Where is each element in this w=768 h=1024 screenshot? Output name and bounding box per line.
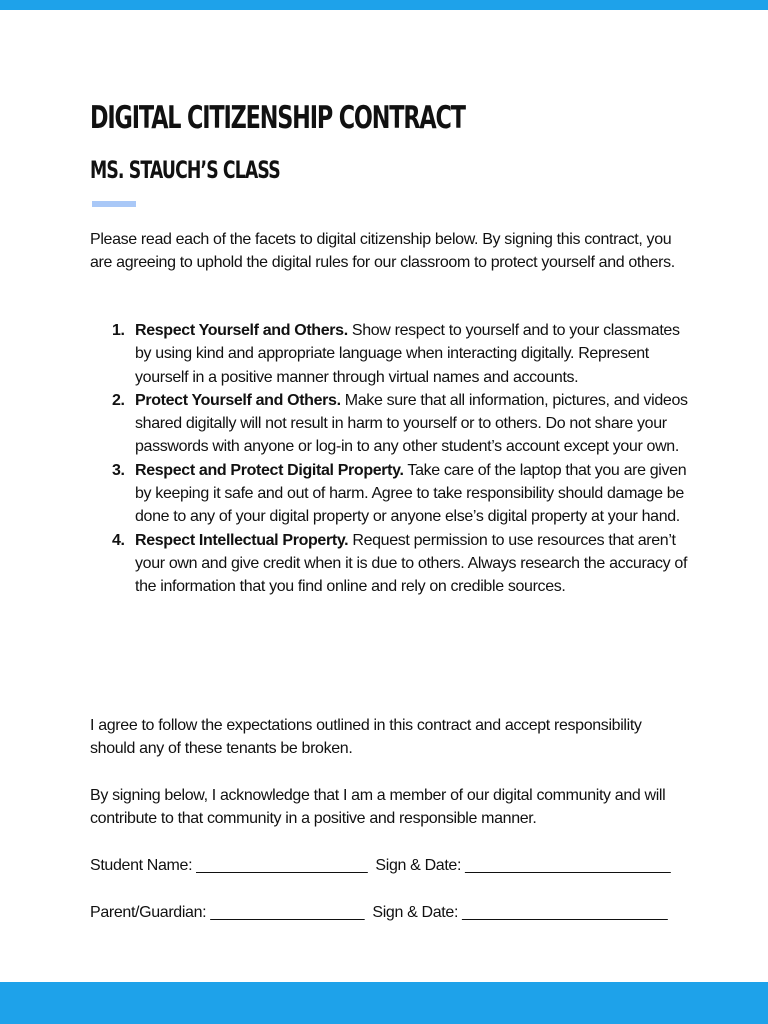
list-item-text: Make sure that all information, pictures, and videos shared digitally will not result in harm to yourself or to others. Do not share your passwords with anyone or log-in to any other student’s account except your own. (135, 391, 688, 456)
list-item-heading: Protect Yourself and Others. (135, 391, 341, 409)
list-item-protect-yourself (90, 389, 690, 459)
bottom-accent-bar (0, 982, 768, 1024)
list-item-number: 4. (112, 531, 125, 549)
list-item-digital-property (90, 459, 690, 529)
list-item-number: 1. (112, 322, 125, 339)
list-item-respect-yourself (90, 319, 690, 389)
top-accent-bar (0, 0, 768, 10)
list-item-heading: Respect Yourself and Others. (135, 322, 348, 339)
parent-signature-line[interactable]: Parent/Guardian: __________________ Sign & Date: ________________________ (90, 904, 668, 921)
list-item-heading: Respect Intellectual Property. (135, 531, 349, 549)
agreement-paragraph: I agree to follow the expectations outlined in this contract and accept responsibility should any of these tenants be broken. (90, 717, 642, 758)
intro-paragraph: Please read each of the facets to digital citizenship below. By signing this contract, you are agreeing to uphold the digital rules for our classroom to protect yourself and others. (90, 231, 675, 272)
list-item-text: Take care of the laptop that you are given by keeping it safe and out of harm. Agree to take responsibility should damage be done to any of your digital property or anyone else’s digital property at your hand. (135, 461, 687, 526)
list-item-text: Request permission to use resources that aren’t your own and give credit when it is due to others. Always research the accuracy of the information that you find online and rely on credible sources. (135, 531, 688, 596)
contract-title: DIGITAL CITIZENSHIP CONTRACT (90, 100, 465, 136)
list-item-intellectual-property (90, 529, 690, 599)
facets-list (90, 319, 690, 599)
title-underline (92, 201, 136, 207)
list-item-number: 2. (112, 391, 125, 409)
acknowledgement-paragraph: By signing below, I acknowledge that I am a member of our digital community and will contribute to that community in a positive and responsible manner. (90, 787, 666, 828)
student-signature-line[interactable]: Student Name: ____________________ Sign & Date: ________________________ (90, 857, 671, 874)
list-item-number: 3. (112, 461, 125, 479)
class-subtitle: MS. STAUCH’S CLASS (90, 156, 280, 184)
list-item-text: Show respect to yourself and to your classmates by using kind and appropriate language when interacting digitally. Represent yourself in a positive manner through virtual names and accounts. (135, 322, 680, 386)
list-item-heading: Respect and Protect Digital Property. (135, 461, 404, 479)
